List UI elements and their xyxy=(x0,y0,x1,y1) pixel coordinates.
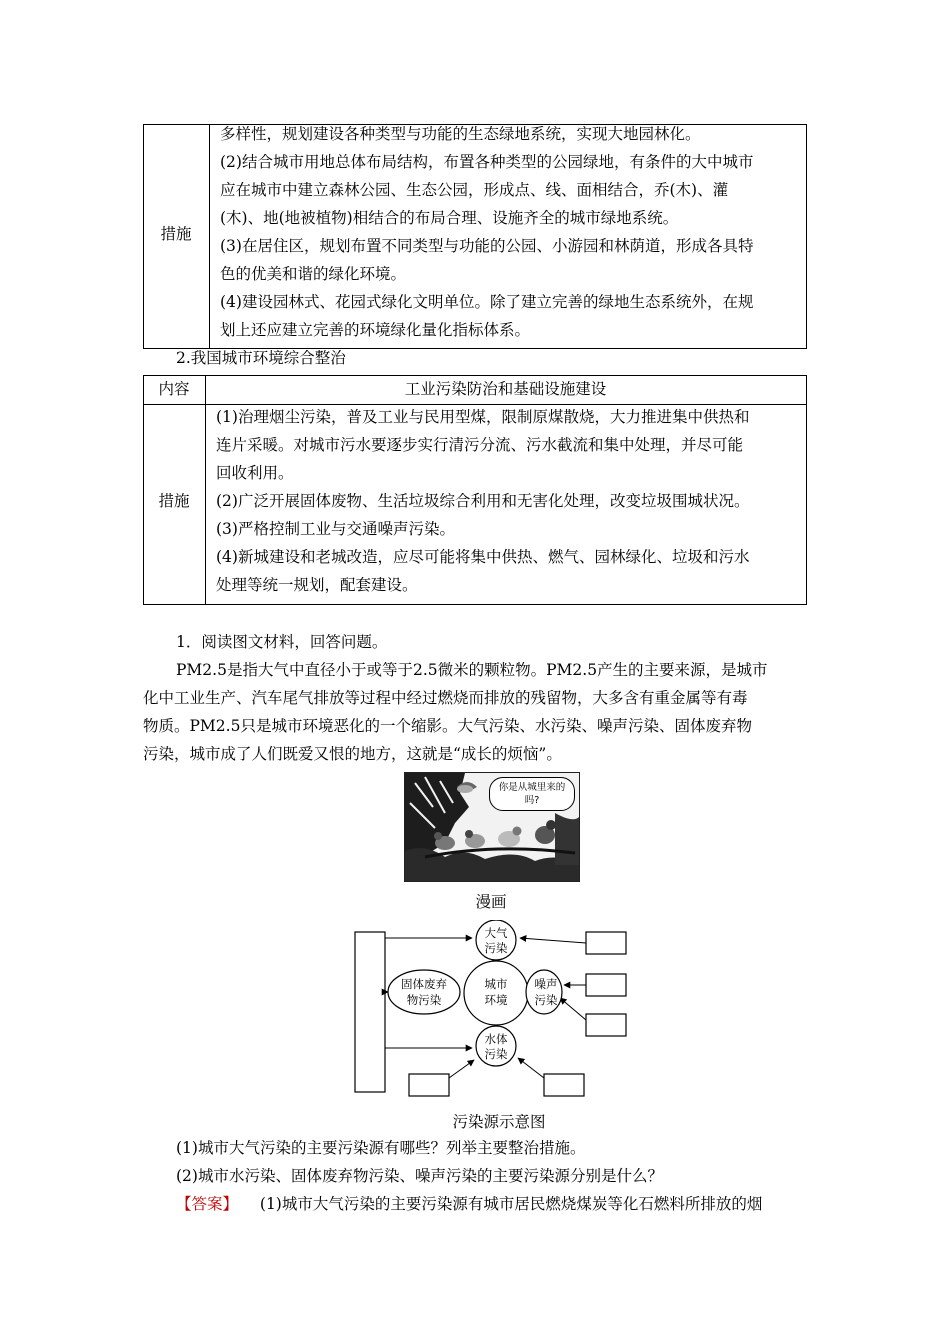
noise-label: 噪声 xyxy=(534,977,558,991)
table2-line: (3)严格控制工业与交通噪声污染。 xyxy=(216,520,455,538)
table1-line: (木)、地(地被植物)相结合的布局合理、设施齐全的城市绿地系统。 xyxy=(220,209,679,227)
city-label: 城市 xyxy=(484,977,508,991)
table1-line: (3)在居住区，规划布置不同类型与功能的公园、小游园和林荫道，形成各具特 xyxy=(220,237,754,255)
city-label: 环境 xyxy=(484,993,508,1007)
answer-tag: 【答案】 xyxy=(176,1195,239,1213)
answer-line xyxy=(176,1190,762,1218)
table2-header-label: 内容 xyxy=(158,380,190,398)
speech-bubble-line: 吗? xyxy=(524,795,540,806)
source-box xyxy=(586,932,626,954)
table1-content xyxy=(220,120,805,344)
section-title: 2.我国城市环境综合整治 xyxy=(176,349,346,367)
question-paragraph-line: 物质。PM2.5只是城市环境恶化的一个缩影。大气污染、水污染、噪声污染、固体废弃物 xyxy=(143,717,752,735)
air-pollution-label: 污染 xyxy=(484,941,508,955)
water-pollution-label: 污染 xyxy=(484,1047,508,1061)
solid-waste-label: 固体废弃 xyxy=(401,977,447,991)
table2-line: 回收利用。 xyxy=(216,464,294,482)
source-box xyxy=(586,974,626,996)
speech-bubble xyxy=(489,777,575,811)
table1-line: 划上还应建立完善的环境绿化量化指标体系。 xyxy=(220,321,531,339)
sub-question-2: (2)城市水污染、固体废弃物污染、噪声污染的主要污染源分别是什么？ xyxy=(176,1167,663,1185)
pollution-source-diagram xyxy=(354,920,644,1100)
left-source-box xyxy=(355,932,385,1092)
diagram-caption: 污染源示意图 xyxy=(452,1113,546,1131)
cartoon-image xyxy=(404,772,580,882)
table1-line: (2)结合城市用地总体布局结构，布置各种类型的公园绿地，有条件的大中城市 xyxy=(220,153,754,171)
source-box xyxy=(586,1014,626,1036)
question-paragraph-line: PM2.5是指大气中直径小于或等于2.5微米的颗粒物。PM2.5产生的主要来源，是城市 xyxy=(176,661,768,679)
table1-row-label: 措施 xyxy=(160,225,192,243)
table1-line: 应在城市中建立森林公园、生态公园，形成点、线、面相结合，乔(木)、灌 xyxy=(220,181,729,199)
table2-row-label: 措施 xyxy=(158,492,190,510)
source-box xyxy=(409,1074,449,1096)
table1-line: (4)建设园林式、花园式绿化文明单位。除了建立完善的绿地生态系统外，在规 xyxy=(220,293,754,311)
answer-text: (1)城市大气污染的主要污染源有城市居民燃烧煤炭等化石燃料所排放的烟 xyxy=(259,1195,763,1213)
table2-header-value: 工业污染防治和基础设施建设 xyxy=(404,380,607,398)
cartoon-caption: 漫画 xyxy=(475,893,507,911)
question-paragraph-line: 化中工业生产、汽车尾气排放等过程中经过燃烧而排放的残留物，大多含有重金属等有毒 xyxy=(143,689,748,707)
speech-bubble-line: 你是从城里来的 xyxy=(498,782,566,793)
question-paragraph-line: 污染，城市成了人们既爱又恨的地方，这就是“成长的烦恼”。 xyxy=(143,745,562,763)
source-box xyxy=(544,1074,584,1096)
table2-line: (4)新城建设和老城改造，应尽可能将集中供热、燃气、园林绿化、垃圾和污水 xyxy=(216,548,750,566)
table2-line: (1)治理烟尘污染，普及工业与民用型煤，限制原煤散烧，大力推进集中供热和 xyxy=(216,408,750,426)
sub-question-1: (1)城市大气污染的主要污染源有哪些？列举主要整治措施。 xyxy=(176,1139,586,1157)
table1-line: 多样性，规划建设各种类型与功能的生态绿地系统，实现大地园林化。 xyxy=(220,125,701,143)
solid-waste-label: 物污染 xyxy=(406,993,442,1007)
table2-line: 连片采暖。对城市污水要逐步实行清污分流、污水截流和集中处理，并尽可能 xyxy=(216,436,744,454)
table2-line: 处理等统一规划，配套建设。 xyxy=(216,576,418,594)
table2-content xyxy=(216,403,804,599)
question-intro: 1．阅读图文材料，回答问题。 xyxy=(176,633,388,651)
air-pollution-label: 大气 xyxy=(484,926,508,940)
table1-line: 色的优美和谐的绿化环境。 xyxy=(220,265,407,283)
noise-label: 污染 xyxy=(534,993,558,1007)
water-pollution-label: 水体 xyxy=(484,1032,508,1046)
table2-line: (2)广泛开展固体废物、生活垃圾综合利用和无害化处理，改变垃圾围城状况。 xyxy=(216,492,750,510)
